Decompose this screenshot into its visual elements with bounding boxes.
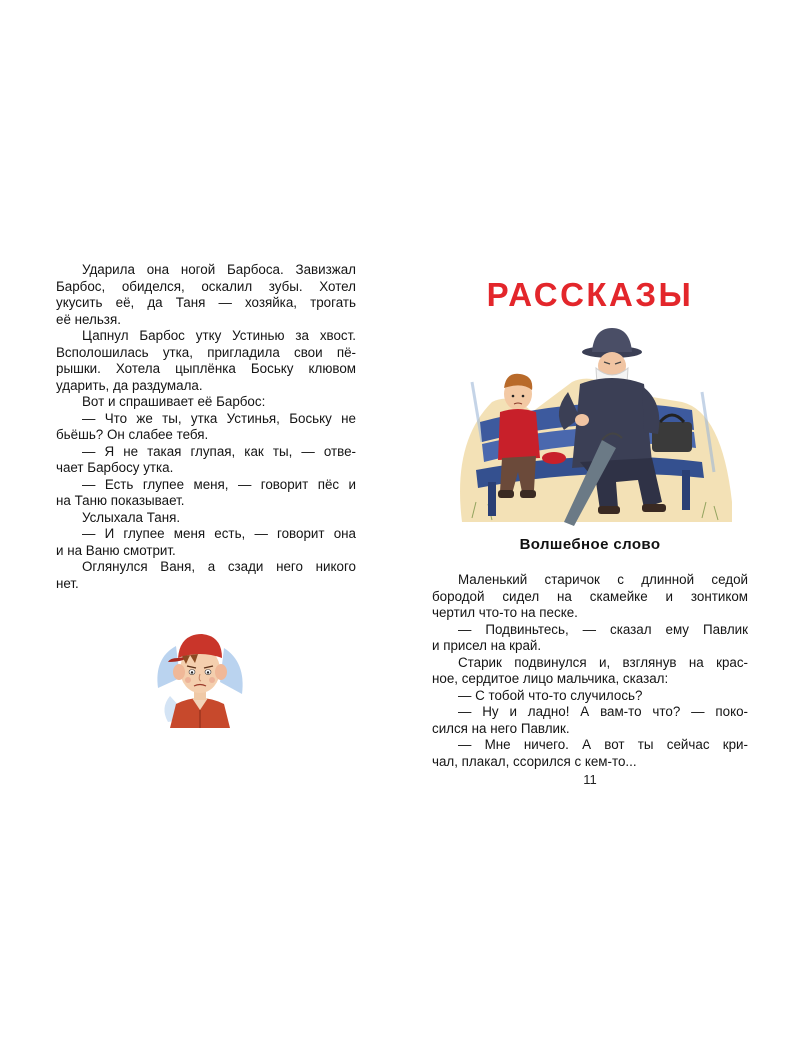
paragraph (432, 688, 748, 705)
text-line: Цапнул Барбос утку Устинью за хвост. (82, 328, 356, 343)
story-title: Волшебное слово (519, 536, 661, 553)
text-line: Старик подвинулся и, взглянув на крас- (458, 654, 748, 670)
text-line: — Ну и ладно! А вам-то что? — поко- (458, 704, 748, 719)
left-page-text (56, 262, 356, 592)
text-line: на Таню показывает. (56, 493, 185, 508)
text-line: её нельзя. (56, 311, 121, 327)
text-line: сился на него Павлик. (432, 720, 570, 736)
paragraph (56, 328, 356, 394)
paragraph (56, 559, 356, 592)
paragraph (432, 704, 748, 737)
text-line: чертил что-то на песке. (432, 605, 578, 620)
paragraph (432, 622, 748, 655)
text-line: — Мне ничего. А вот ты сейчас кри- (458, 737, 748, 752)
right-page-text (432, 572, 748, 770)
text-line: — Подвиньтесь, — сказал ему Павлик (458, 621, 748, 637)
paragraph (56, 262, 356, 328)
text-line: бьёшь? Он слабее тебя. (56, 427, 209, 442)
text-line: — С тобой что-то случилось? (458, 687, 643, 703)
old-man-and-boy-on-bench-illustration (452, 322, 734, 528)
text-line: Барбос, обиделся, оскалил зубы. Хотел (56, 278, 356, 294)
text-line: чал, плакал, ссорился с кем-то... (432, 753, 637, 769)
text-line: ударить, да раздумала. (56, 377, 203, 393)
paragraph (56, 477, 356, 510)
paragraph (56, 510, 356, 527)
paragraph (56, 411, 356, 444)
boy-illustration (150, 618, 250, 728)
text-line: Маленький старичок с длинной седой (458, 572, 748, 587)
text-line: рышки. Хотела цыплёнка Боську клювом (56, 361, 356, 376)
text-line: Оглянулся Ваня, а сзади него никого (82, 559, 356, 574)
text-line: бородой сидел на скамейке и зонтиком (432, 588, 748, 604)
section-title: РАССКАЗЫ (486, 276, 694, 313)
paragraph (432, 572, 748, 622)
text-line: Вот и спрашивает её Барбос: (82, 394, 266, 409)
text-line: чает Барбосу утка. (56, 460, 174, 475)
paragraph (56, 526, 356, 559)
text-line: Ударила она ногой Барбоса. Завизжал (82, 262, 356, 277)
text-line: и на Ваню смотрит. (56, 542, 176, 558)
text-line: Услыхала Таня. (82, 509, 181, 525)
text-line: — Я не такая глупая, как ты, — отве- (82, 443, 356, 459)
text-line: и присел на край. (432, 638, 542, 653)
paragraph (432, 737, 748, 770)
text-line: ное, сердитое лицо мальчика, сказал: (432, 671, 669, 686)
text-line: — Что же ты, утка Устинья, Боську не (82, 410, 356, 426)
text-line: нет. (56, 575, 79, 591)
text-line: — Есть глупее меня, — говорит пёс и (82, 476, 356, 492)
text-line: укусить её, да Таня — хозяйка, трогать (56, 295, 356, 310)
text-line: — И глупее меня есть, — говорит она (82, 526, 356, 541)
paragraph (432, 655, 748, 688)
text-line: Всполошилась утка, пригладила свои пё- (56, 344, 356, 360)
paragraph (56, 394, 356, 411)
page-number: 11 (583, 772, 597, 787)
paragraph (56, 444, 356, 477)
